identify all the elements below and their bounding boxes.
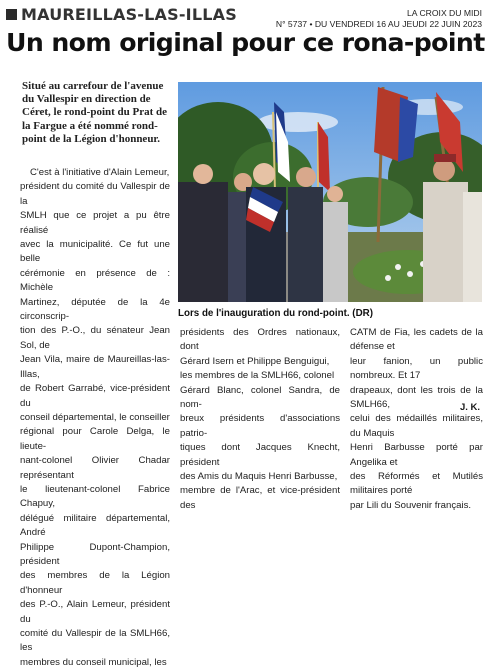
text-line: des P.-O., Alain Lemeur, président du	[20, 599, 170, 625]
text-line: CATM de Fia, les cadets de la défense et	[350, 327, 483, 353]
text-line: nant-colonel Olivier Chadar représentant	[20, 455, 170, 481]
text-line: présidents des Ordres nationaux, dont	[180, 327, 340, 353]
text-line: des membres de la Légion d'honneur	[20, 570, 170, 596]
article-column-1	[20, 166, 170, 670]
lead-line: point de la Légion d'honneur.	[22, 132, 161, 145]
text-line: des Réformés et Mutilés militaires porté	[350, 471, 483, 497]
lead-line: la Fargue a été nommé rond-	[22, 119, 158, 132]
lead-line: Situé au carrefour de l'avenue	[22, 80, 164, 92]
publication-name: LA CROIX DU MIDI	[407, 8, 482, 18]
section-header	[6, 4, 237, 24]
text-line: tion des P.-O., du sénateur Jean Sol, de	[20, 325, 170, 351]
photo-illustration	[178, 82, 482, 302]
text-line: tiques dont Jacques Knecht, président	[180, 442, 340, 468]
inauguration-photo	[178, 82, 482, 302]
text-line: les membres de la SMLH66, colonel	[180, 370, 335, 382]
headline: Un nom original pour ce rona-point	[6, 28, 485, 57]
text-line: Gérard Blanc, colonel Sandra, de nom-	[180, 384, 340, 411]
lead-line: Céret, le rond-point du Prat de	[22, 106, 168, 119]
section-name: MAUREILLAS-LAS-ILLAS	[21, 4, 237, 24]
text-line: Gérard Isern et Philippe Benguigui,	[180, 355, 330, 367]
article-column-3	[350, 326, 483, 513]
text-line: Martinez, députée de la 4e circonscrip-	[20, 296, 170, 323]
text-line: président du comité du Vallespir de la	[20, 181, 170, 207]
text-line: Philippe Dupont-Champion, président	[20, 541, 170, 567]
text-line: régional pour Carole Delga, le lieute-	[20, 426, 170, 452]
text-line: drapeaux, dont les trois de la SMLH66,	[350, 384, 483, 411]
publication-info	[276, 8, 482, 30]
text-line: celui des médaillés militaires, du Maquis	[350, 413, 483, 439]
text-line: cérémonie en présence de : Michèle	[20, 267, 170, 294]
text-line: Jean Vila, maire de Maureillas-las-Illas,	[20, 354, 170, 380]
issue-info: N° 5737 • DU VENDREDI 16 AU JEUDI 22 JUIN 2023	[275, 19, 482, 29]
photo-caption: Lors de l'inauguration du rond-point. (DR)	[178, 308, 373, 319]
text-line: membre de l'Arac, et vice-président des	[180, 485, 340, 511]
text-line: membres du conseil municipal, les	[20, 656, 167, 668]
text-line: C'est à l'initiative d'Alain Lemeur,	[30, 167, 170, 178]
article-column-2	[180, 326, 340, 513]
lead-paragraph	[22, 80, 170, 146]
text-line: SMLH que ce projet a pu être réalisé	[20, 210, 170, 236]
text-line: avec la municipalité. Ce fut une belle	[20, 239, 170, 265]
text-line: de Robert Garrabé, vice-président du	[20, 383, 170, 409]
lead-line: du Vallespir en direction de	[22, 93, 151, 106]
text-line: conseil départemental, le conseiller	[20, 411, 170, 423]
text-line: le lieutenant-colonel Fabrice Chapuy,	[20, 483, 170, 510]
text-line: des Amis du Maquis Henri Barbusse,	[180, 471, 338, 483]
section-square-icon	[6, 9, 17, 20]
text-line: Henri Barbusse porté par Angelika et	[350, 442, 483, 468]
text-line: par Lili du Souvenir français.	[350, 499, 472, 511]
text-line: délégué militaire départemental, André	[20, 512, 170, 539]
text-line: breux présidents d'associations patrio-	[180, 413, 340, 439]
author-signature: J. K.	[459, 402, 480, 413]
text-line: comité du Vallespir de la SMLH66, les	[20, 628, 170, 654]
text-line: leur fanion, un public nombreux. Et 17	[350, 355, 483, 382]
